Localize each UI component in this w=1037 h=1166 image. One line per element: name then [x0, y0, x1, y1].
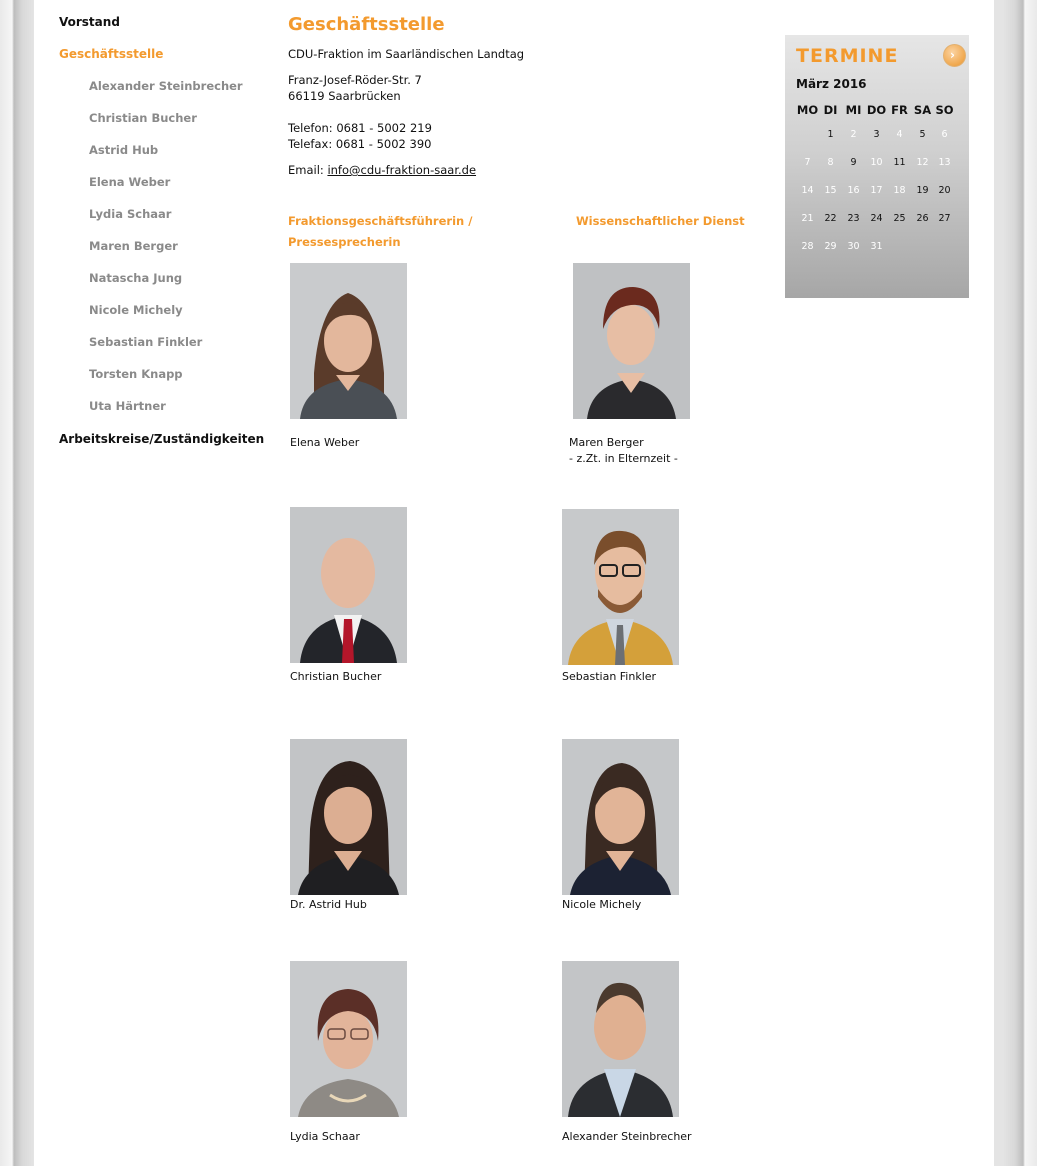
calendar-day[interactable]: 19 — [916, 185, 929, 196]
page-title: Geschäftsstelle — [288, 14, 445, 35]
calendar-day[interactable]: 9 — [850, 157, 857, 168]
address-city: 66119 Saarbrücken — [288, 89, 401, 103]
nav-subitem[interactable]: Maren Berger — [89, 239, 178, 253]
person-name: Nicole Michely — [562, 898, 642, 911]
portrait-image — [573, 263, 690, 419]
calendar-weekday: MO — [796, 103, 819, 117]
calendar-day[interactable]: 6 — [941, 129, 948, 140]
calendar-weekday: SA — [913, 103, 932, 117]
portrait-image — [562, 739, 679, 895]
section-heading-line: Pressesprecherin — [288, 235, 401, 249]
portrait-image — [290, 263, 407, 419]
calendar-day[interactable]: 2 — [850, 129, 857, 140]
email-line — [288, 162, 476, 178]
section-heading-line: Fraktionsgeschäftsführerin / — [288, 214, 473, 228]
calendar-day[interactable]: 16 — [847, 185, 860, 196]
calendar-day[interactable]: 3 — [873, 129, 880, 140]
calendar-day[interactable]: 8 — [827, 157, 834, 168]
person-name: Christian Bucher — [290, 670, 382, 683]
calendar-day[interactable]: 15 — [824, 185, 837, 196]
address-street: Franz-Josef-Röder-Str. 7 — [288, 73, 422, 87]
calendar-day[interactable]: 23 — [847, 213, 860, 224]
calendar-day[interactable]: 5 — [919, 129, 926, 140]
portrait-image — [562, 961, 679, 1117]
calendar-widget — [785, 35, 969, 298]
arrow-right-icon[interactable]: › — [943, 44, 966, 67]
calendar-day[interactable]: 18 — [893, 185, 906, 196]
fax: Telefax: 0681 - 5002 390 — [288, 137, 432, 151]
portrait-photo — [562, 739, 679, 895]
calendar-weekday: DI — [823, 103, 838, 117]
calendar-day[interactable]: 13 — [938, 157, 951, 168]
calendar-day[interactable]: 21 — [801, 213, 814, 224]
nav-subitem[interactable]: Nicole Michely — [89, 303, 183, 317]
page — [34, 0, 994, 1166]
calendar-day[interactable]: 31 — [870, 241, 883, 252]
nav-subitem[interactable]: Uta Härtner — [89, 399, 166, 413]
person-name: Lydia Schaar — [290, 1130, 360, 1143]
calendar-day[interactable]: 11 — [893, 157, 906, 168]
nav-subitem[interactable]: Christian Bucher — [89, 111, 197, 125]
person-name: Dr. Astrid Hub — [290, 898, 367, 911]
section-heading-left — [288, 211, 472, 253]
calendar-month: März 2016 — [796, 77, 867, 91]
calendar-weekday: DO — [866, 103, 887, 117]
portrait-photo — [562, 509, 679, 665]
calendar-day[interactable]: 1 — [827, 129, 834, 140]
section-heading-right: Wissenschaftlicher Dienst — [576, 214, 745, 228]
portrait-image — [290, 961, 407, 1117]
calendar-weekday: MI — [845, 103, 862, 117]
portrait-image — [290, 739, 407, 895]
calendar-day[interactable]: 10 — [870, 157, 883, 168]
calendar-day[interactable]: 22 — [824, 213, 837, 224]
person-name: Sebastian Finkler — [562, 670, 657, 683]
person-note: - z.Zt. in Elternzeit - — [569, 452, 678, 465]
calendar-day[interactable]: 7 — [804, 157, 811, 168]
nav-subitem[interactable]: Sebastian Finkler — [89, 335, 203, 349]
email-label: Email: — [288, 163, 324, 177]
nav-item-geschaeftsstelle[interactable]: Geschäftsstelle — [59, 47, 164, 61]
calendar-day[interactable]: 27 — [938, 213, 951, 224]
person-name: Alexander Steinbrecher — [562, 1130, 692, 1143]
calendar-day[interactable]: 14 — [801, 185, 814, 196]
calendar-day[interactable]: 29 — [824, 241, 837, 252]
nav-subitem[interactable]: Natascha Jung — [89, 271, 183, 285]
calendar-day[interactable]: 30 — [847, 241, 860, 252]
nav-item-arbeitskreise[interactable]: Arbeitskreise/Zuständigkeiten — [59, 432, 265, 446]
calendar-weekday: SO — [935, 103, 954, 117]
nav-subitem[interactable]: Lydia Schaar — [89, 207, 172, 221]
calendar-weekday: FR — [891, 103, 908, 117]
portrait-photo — [290, 263, 407, 419]
email-link[interactable]: info@cdu-fraktion-saar.de — [327, 163, 477, 177]
nav-item-vorstand[interactable]: Vorstand — [59, 15, 120, 29]
portrait-photo — [290, 507, 407, 663]
portrait-photo — [562, 961, 679, 1117]
calendar-day[interactable]: 12 — [916, 157, 929, 168]
calendar-day[interactable]: 4 — [896, 129, 903, 140]
calendar-title: TERMINE — [796, 45, 899, 67]
nav-subitem[interactable]: Torsten Knapp — [89, 367, 183, 381]
calendar-day[interactable]: 24 — [870, 213, 883, 224]
calendar-day[interactable]: 28 — [801, 241, 814, 252]
calendar-day[interactable]: 17 — [870, 185, 883, 196]
portrait-photo — [573, 263, 690, 419]
nav-subitem[interactable]: Elena Weber — [89, 175, 171, 189]
phone: Telefon: 0681 - 5002 219 — [288, 121, 432, 135]
nav-subitem[interactable]: Astrid Hub — [89, 143, 159, 157]
portrait-image — [562, 509, 679, 665]
portrait-photo — [290, 961, 407, 1117]
portrait-image — [290, 507, 407, 663]
calendar-day[interactable]: 25 — [893, 213, 906, 224]
person-name: Maren Berger — [569, 436, 644, 449]
calendar-day[interactable]: 20 — [938, 185, 951, 196]
portrait-photo — [290, 739, 407, 895]
person-name: Elena Weber — [290, 436, 360, 449]
nav-subitem[interactable]: Alexander Steinbrecher — [89, 79, 243, 93]
org-name: CDU-Fraktion im Saarländischen Landtag — [288, 47, 525, 61]
calendar-day[interactable]: 26 — [916, 213, 929, 224]
